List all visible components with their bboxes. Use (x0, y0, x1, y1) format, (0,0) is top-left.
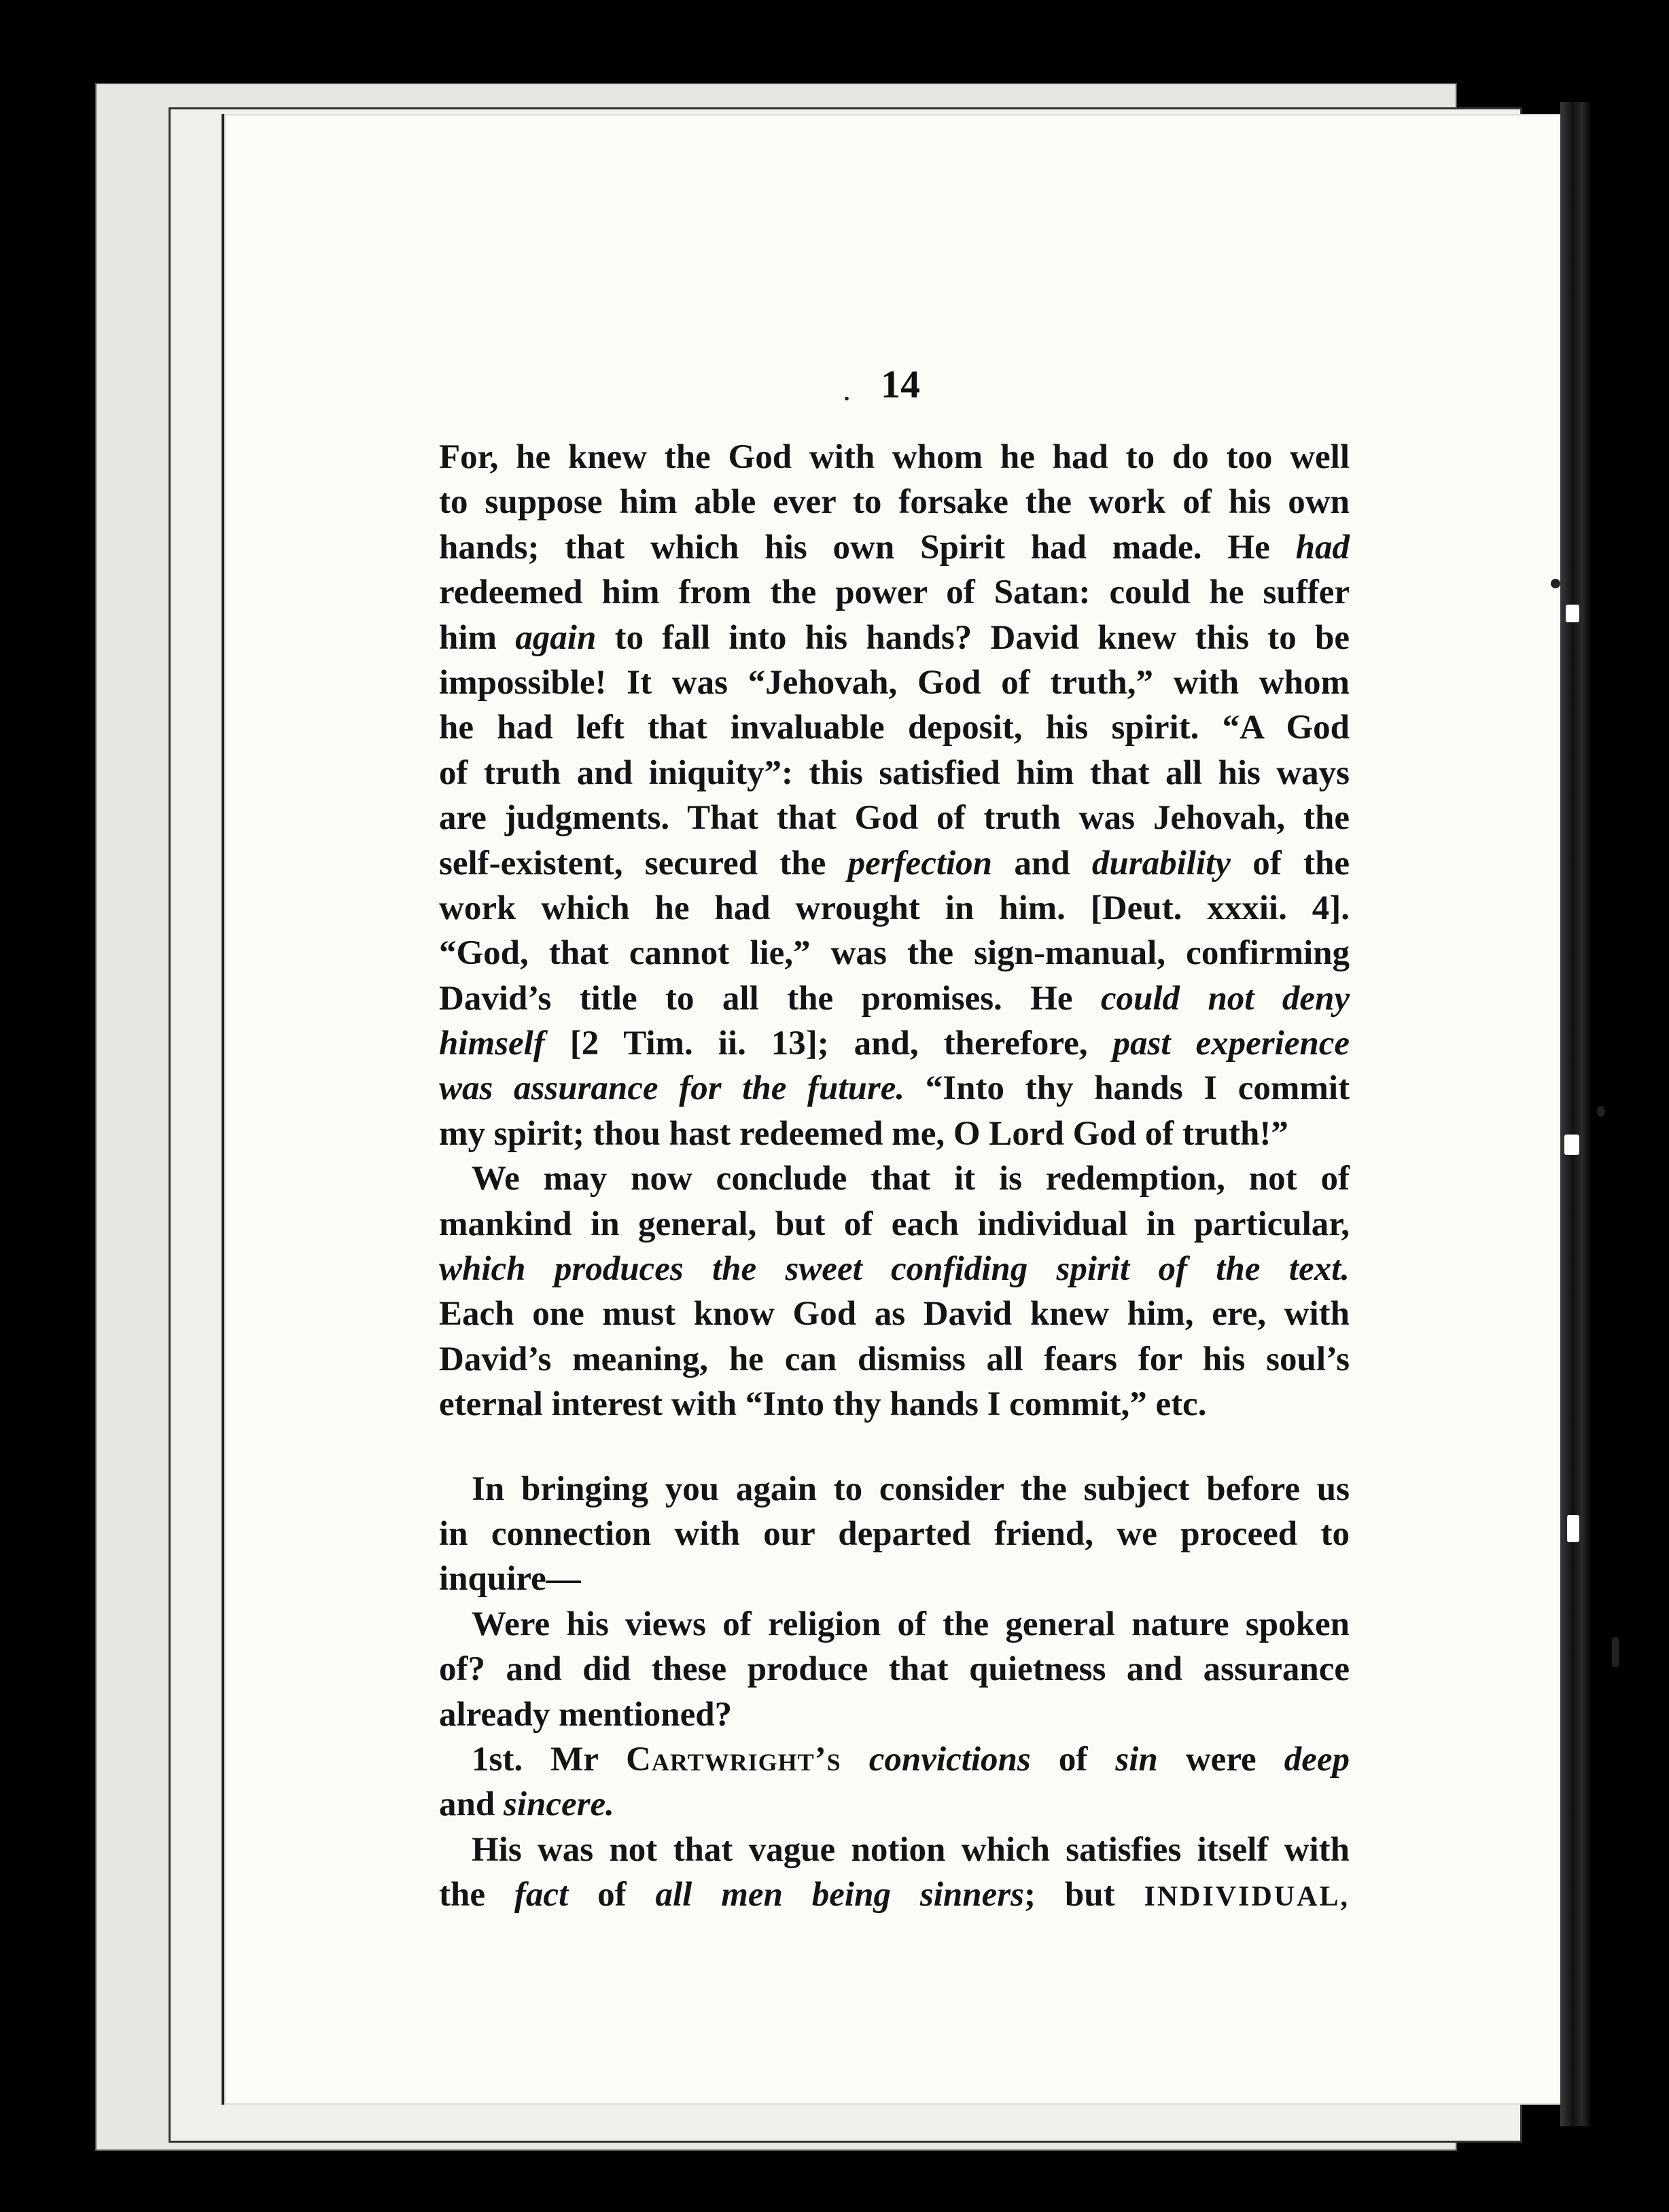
paragraph-gap (439, 1427, 1350, 1467)
text-line: hands; that which his own Spirit had made. He had (439, 528, 1350, 567)
text-line: mankind in general, but of each individual in particular, (439, 1205, 1350, 1243)
text-line: His was not that vague notion which satisfies itself with (472, 1830, 1350, 1869)
text-line: work which he had wrought in him. [Deut. xxxii. 4]. (439, 889, 1350, 927)
text-line: Each one must know God as David knew him, ere, with (439, 1295, 1350, 1334)
text-line: For, he knew the God with whom he had to do too well (439, 438, 1350, 476)
text-line: which produces the sweet confiding spirit of the text. (439, 1250, 1350, 1289)
text-line: “God, that cannot lie,” was the sign-manual, confirming (439, 934, 1350, 973)
text-line: the fact of all men being sinners; but INDIVIDUAL, (439, 1876, 1350, 1914)
page-number-dot: . (843, 372, 851, 408)
text-line: are judgments. That that God of truth was Jehovah, the (439, 799, 1350, 838)
text-line: Were his views of religion of the general nature spoken (472, 1605, 1350, 1643)
text-line: to suppose him able ever to forsake the work of his own (439, 483, 1350, 522)
text-line: David’s title to all the promises. He could not deny (439, 979, 1350, 1018)
text-line: impossible! It was “Jehovah, God of truth,” with whom (439, 663, 1350, 702)
page-number: 14 (881, 362, 920, 406)
text-line: was assurance for the future. “Into thy hands I commit (439, 1069, 1350, 1108)
text-line: inquire— (439, 1560, 581, 1599)
edge-mark (1567, 1515, 1579, 1542)
text-line: himself [2 Tim. ii. 13]; and, therefore, past experience (439, 1024, 1350, 1063)
body-text (439, 435, 1350, 1918)
text-line: and sincere. (439, 1785, 614, 1824)
edge-mark (1566, 605, 1579, 622)
text-line: David’s meaning, he can dismiss all fears for his soul’s (439, 1340, 1350, 1378)
text-line: him again to fall into his hands? David knew this to be (439, 618, 1350, 657)
text-line: redeemed him from the power of Satan: could he suffer (439, 573, 1350, 612)
text-line: We may now conclude that it is redemption, not of (472, 1160, 1350, 1198)
text-line: my spirit; thou hast redeemed me, O Lord God of truth!” (439, 1114, 1288, 1153)
text-line: self-existent, secured the perfection and durability of the (439, 844, 1350, 882)
margin-speck (1597, 1106, 1605, 1117)
margin-speck (1612, 1637, 1619, 1667)
text-line: in connection with our departed friend, we proceed to (439, 1514, 1350, 1553)
edge-mark (1564, 1135, 1579, 1155)
text-line: of? and did these produce that quietness and assurance (439, 1650, 1350, 1689)
text-line: already mentioned? (439, 1695, 733, 1734)
text-line: of truth and iniquity”: this satisfied him that all his ways (439, 753, 1350, 792)
text-line: In bringing you again to consider the subject before us (472, 1469, 1350, 1508)
text-line: eternal interest with “Into thy hands I commit,” etc. (439, 1385, 1207, 1424)
text-line: he had left that invaluable deposit, his spirit. “A God (439, 709, 1350, 747)
page-fore-edge (1560, 102, 1592, 2126)
margin-speck (1551, 579, 1560, 588)
text-line: 1st. Mr Cartwright’s convictions of sin were deep (472, 1740, 1350, 1779)
